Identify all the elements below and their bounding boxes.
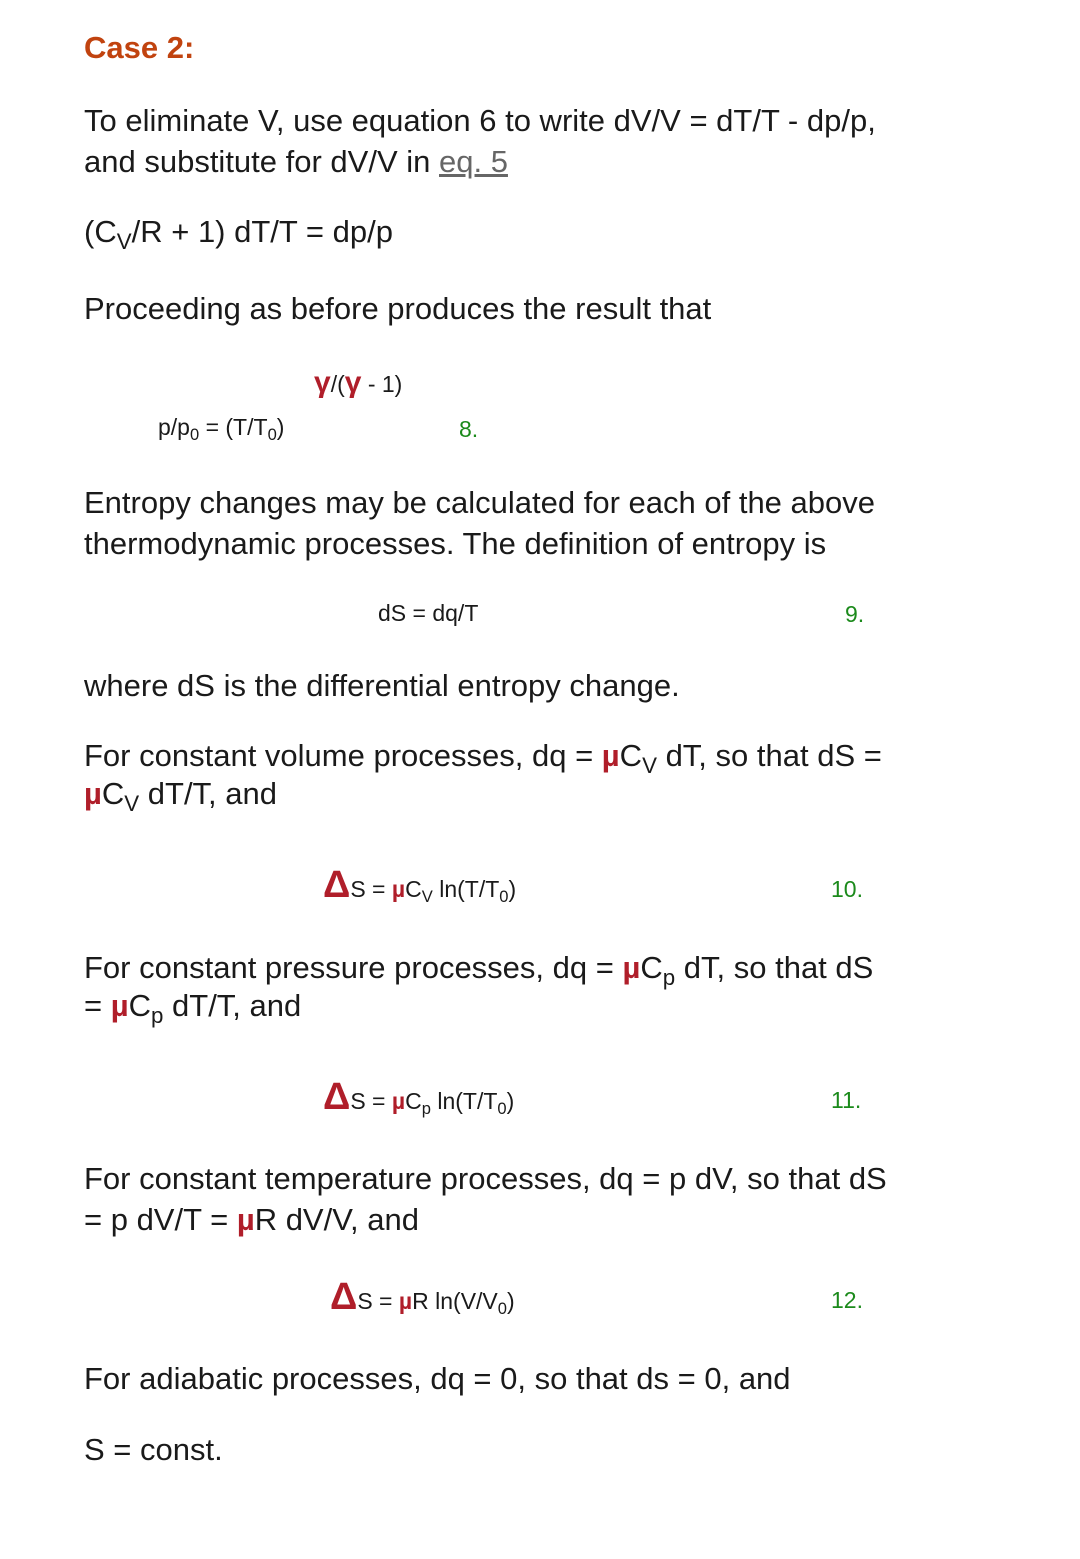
paragraph-line xyxy=(84,141,876,182)
equation-text: ) xyxy=(506,1288,515,1314)
subscript: V xyxy=(124,791,140,817)
equation-number-12: 12. xyxy=(831,1287,863,1313)
mu-symbol: µ xyxy=(391,1088,406,1114)
equation-text: S = xyxy=(350,876,392,902)
paragraph-constant-volume xyxy=(84,735,882,817)
equation-text: (C xyxy=(84,214,117,249)
paragraph-text: C xyxy=(640,950,663,985)
subscript: 0 xyxy=(189,424,200,444)
equation-text: ) xyxy=(508,876,517,902)
paragraph-line: To eliminate V, use equation 6 to write dV/V = dT/T - dp/p, xyxy=(84,103,876,138)
paragraph-text: and substitute for dV/V in xyxy=(84,144,439,179)
paragraph-text: dT, so that dS xyxy=(675,950,874,985)
paragraph-eliminate-v xyxy=(84,100,876,182)
equation-text: C xyxy=(405,1088,422,1114)
mu-symbol: µ xyxy=(601,738,620,773)
paragraph-adiabatic: For adiabatic processes, dq = 0, so that ds = 0, and xyxy=(84,1361,791,1396)
gamma-symbol: γ xyxy=(314,366,331,399)
equation-number-8: 8. xyxy=(459,416,479,442)
paragraph-where-ds: where dS is the differential entropy change. xyxy=(84,668,680,703)
equation-text: S = xyxy=(350,1088,392,1114)
paragraph-line xyxy=(84,1199,887,1240)
equation-text: C xyxy=(405,876,422,902)
paragraph-line xyxy=(84,773,882,817)
eq12-formula xyxy=(330,1276,515,1319)
eq9-formula: dS = dq/T xyxy=(378,600,479,626)
gamma-symbol: γ xyxy=(344,366,362,399)
mu-symbol: µ xyxy=(622,950,641,985)
equation-text: S = xyxy=(357,1288,399,1314)
paragraph-text: = p dV/T = xyxy=(84,1202,237,1237)
mu-symbol: µ xyxy=(398,1288,413,1314)
paragraph-s-const: S = const. xyxy=(84,1432,223,1467)
paragraph-constant-temperature xyxy=(84,1158,887,1240)
subscript: 0 xyxy=(497,1298,507,1318)
paragraph-text: R dV/V, and xyxy=(254,1202,419,1237)
paragraph-text: For constant volume processes, dq = xyxy=(84,738,602,773)
eq8-exponent xyxy=(314,366,402,400)
paragraph-text: = xyxy=(84,988,111,1023)
paragraph-line xyxy=(84,985,873,1029)
equation-number-9: 9. xyxy=(845,601,865,627)
subscript: 0 xyxy=(497,1098,507,1118)
eq8-base xyxy=(158,414,285,444)
equation-text: ln(T/T xyxy=(430,1088,498,1114)
eq11-formula xyxy=(323,1076,514,1119)
eq10-formula xyxy=(323,864,516,907)
subscript: p xyxy=(662,965,676,991)
equation-text: /R + 1) dT/T = dp/p xyxy=(131,214,393,249)
paragraph-line: Entropy changes may be calculated for each of the above xyxy=(84,485,875,520)
delta-symbol: Δ xyxy=(330,1276,358,1318)
paragraph-text: For constant pressure processes, dq = xyxy=(84,950,623,985)
paragraph-text: C xyxy=(101,776,125,811)
mu-symbol: µ xyxy=(236,1202,255,1237)
paragraph-text: C xyxy=(619,738,643,773)
subscript: V xyxy=(116,229,132,255)
subscript: 0 xyxy=(267,424,277,444)
paragraph-line: For constant temperature processes, dq = p dV, so that dS xyxy=(84,1161,887,1196)
paragraph-proceeding: Proceeding as before produces the result that xyxy=(84,291,712,326)
equation-text: - 1) xyxy=(361,371,403,397)
mu-symbol: µ xyxy=(84,776,102,811)
equation-text: p/p xyxy=(158,414,190,440)
paragraph-text: dT/T, and xyxy=(163,988,302,1023)
equation-text: ln(T/T xyxy=(432,876,500,902)
paragraph-text: dT/T, and xyxy=(139,776,278,811)
subscript: p xyxy=(150,1003,164,1029)
paragraph-entropy xyxy=(84,482,875,564)
paragraph-constant-pressure xyxy=(84,947,873,1029)
case-heading: Case 2: xyxy=(84,30,195,65)
paragraph-text: C xyxy=(128,988,151,1023)
subscript: V xyxy=(642,753,657,779)
equation-text: = (T/T xyxy=(199,414,268,440)
delta-symbol: Δ xyxy=(323,1076,351,1118)
eq5-link[interactable]: eq. 5 xyxy=(439,144,508,179)
subscript: p xyxy=(421,1098,431,1118)
equation-number-10: 10. xyxy=(831,876,863,902)
subscript: V xyxy=(421,886,433,906)
delta-symbol: Δ xyxy=(323,864,351,906)
equation-number-11: 11. xyxy=(831,1087,862,1113)
equation-text: /( xyxy=(330,371,345,397)
equation-text: R ln(V/V xyxy=(412,1288,498,1314)
paragraph-line: thermodynamic processes. The definition of entropy is xyxy=(84,526,827,561)
mu-symbol: µ xyxy=(110,988,129,1023)
equation-text: ) xyxy=(276,414,285,440)
paragraph-text: dT, so that dS = xyxy=(656,738,882,773)
equation-text: ) xyxy=(506,1088,515,1114)
mu-symbol: µ xyxy=(391,876,406,902)
equation-cv-r xyxy=(84,211,393,255)
subscript: 0 xyxy=(499,886,509,906)
